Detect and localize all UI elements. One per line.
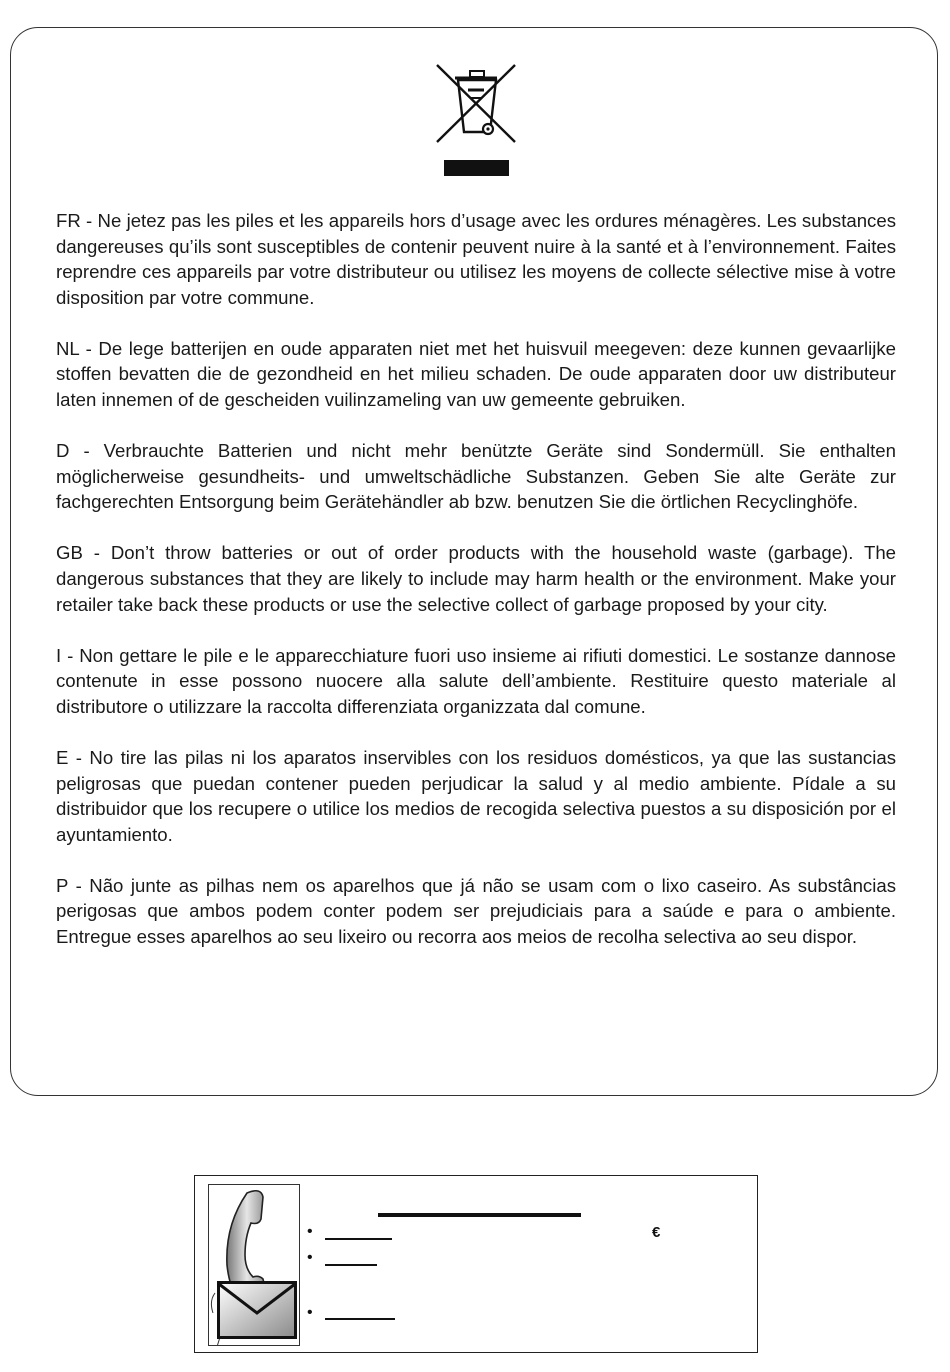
contact-line xyxy=(325,1264,377,1266)
contact-bullet: • xyxy=(307,1304,313,1321)
euro-symbol: € xyxy=(652,1224,661,1241)
contact-icon-box xyxy=(208,1184,300,1346)
notice-e: E - No tire las pilas ni los aparatos inservibles con los residuos domésticos, ya que las sustancias peligrosas que puedan contener pueden perjudicar la salud y al medio ambiente. Pídale a su distribuidor que los recupere o utilice los medios de recogida selectiva puestos a su disposición por el ayuntamiento. xyxy=(56,747,896,845)
notice-fr: FR - Ne jetez pas les piles et les appareils hors d’usage avec les ordures ménagères. Les substances dangereuses qu’ils sont susceptibles de contenir peuvent nuire à la santé et à l’environnement. Faites reprendre ces appareils par votre distributeur ou utilisez les moyens de collecte sélective mise à votre disposition par votre commune. xyxy=(56,210,896,308)
contact-heading-rule xyxy=(378,1213,581,1217)
notice-d: D - Verbrauchte Batterien und nicht mehr benützte Geräte sind Sondermüll. Sie enthalten möglicherweise gesundheits- und umweltschädliche Substanzen. Geben Sie alte Geräte zur fachgerechten Entsorgung beim Gerätehändler ab bzw. benutzen Sie die örtlichen Recyclinghöfe. xyxy=(56,440,896,513)
weee-crossed-bin-icon xyxy=(434,62,518,178)
contact-bullet: • xyxy=(307,1249,313,1266)
envelope-icon xyxy=(217,1281,297,1339)
notice-i: I - Non gettare le pile e le apparecchiature fuori uso insieme ai rifiuti domestici. Le sostanze dannose contenute in esse possono nuocere alla salute dell’ambiente. Restituire questo materiale al distributore o utilizzare la raccolta differenziata organizzata dal comune. xyxy=(56,644,896,717)
contact-line xyxy=(325,1318,395,1320)
notice-p: P - Não junte as pilhas nem os aparelhos que já não se usam com o lixo caseiro. As substâncias perigosas que ambos podem conter podem ser prejudiciais para a saúde e para o ambiente. Entregue esses aparelhos ao seu lixeiro ou recorra aos meios de recolha selectiva ao seu dispor. xyxy=(56,874,896,948)
disposal-notices xyxy=(56,208,896,975)
contact-box xyxy=(194,1175,758,1353)
notice-nl: NL - De lege batterijen en oude apparaten niet met het huisvuil meegeven: deze kunnen gevaarlijke stoffen bevatten die de gezondheid en het milieu schaden. De oude apparaten door uw distributeur laten innemen of de gescheiden vuilinzameling van uw gemeente gebruiken. xyxy=(56,337,896,411)
contact-bullet: • xyxy=(307,1223,313,1240)
notice-gb: GB - Don’t throw batteries or out of order products with the household waste (garbage). The dangerous substances that they are likely to include may harm health or the environment. Make your retailer take back these products or use the selective collect of garbage proposed by your city. xyxy=(56,542,896,615)
contact-line xyxy=(325,1238,392,1240)
